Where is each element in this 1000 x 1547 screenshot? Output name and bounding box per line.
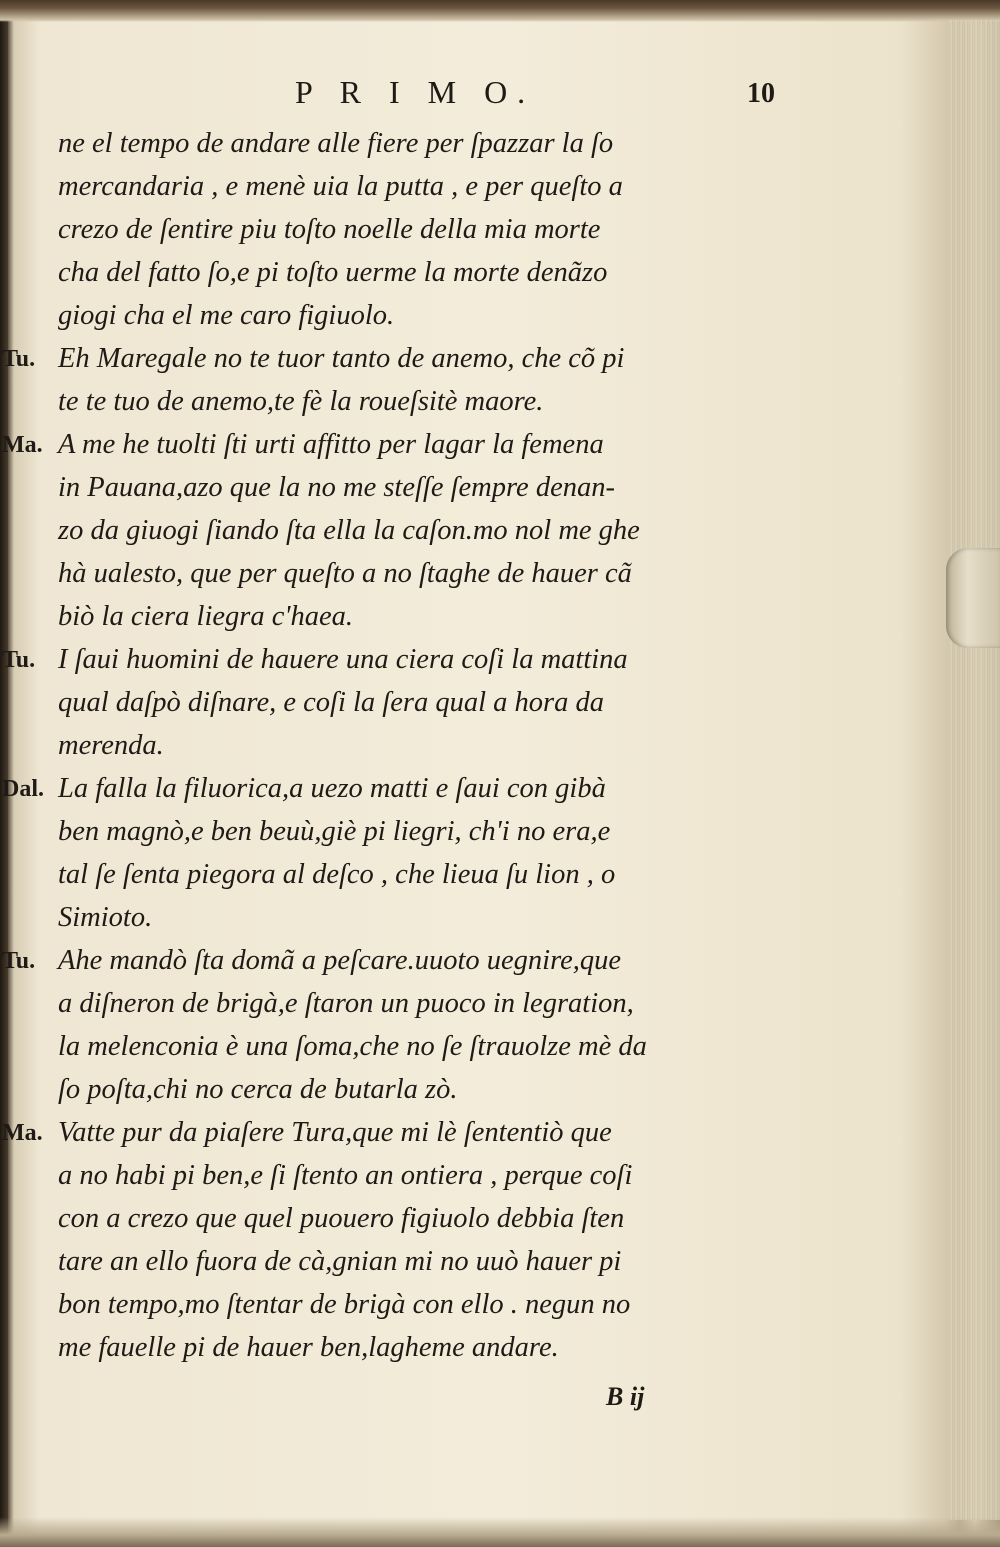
text-line: te te tuo de anemo,te fè la roueſsitè maore. xyxy=(58,386,544,417)
speaker-label: Tu. xyxy=(2,647,36,673)
text-line: Simioto. xyxy=(58,902,153,933)
text-line: mercandaria , e menè uia la putta , e per queſto a xyxy=(58,171,623,202)
text-line: cha del fatto ſo,e pi toſto uerme la morte denãzo xyxy=(58,257,608,288)
text-line: a diſneron de brigà,e ſtaron un puoco in legration, xyxy=(58,988,634,1019)
page-header xyxy=(295,74,775,114)
text-line: giogi cha el me caro figiuolo. xyxy=(58,300,395,331)
text-line: ſo poſta,chi no cerca de butarla zò. xyxy=(58,1074,458,1105)
speaker-label: Dal. xyxy=(2,776,44,802)
text-line: bon tempo,mo ſtentar de brigà con ello . negun no xyxy=(58,1289,631,1320)
text-line: tal ſe ſenta piegora al deſco , che lieua ſu lion , o xyxy=(58,859,616,890)
text-line: A me he tuolti ſti urti affitto per lagar la femena xyxy=(58,429,604,460)
text-line: con a crezo que quel puouero figiuolo debbia ſten xyxy=(58,1203,625,1234)
signature-mark: B ij xyxy=(606,1382,645,1411)
speaker-label: Tu. xyxy=(2,346,36,372)
folio-number: 10 xyxy=(747,78,775,109)
text-line: crezo de ſentire piu toſto noelle della mia morte xyxy=(58,214,601,245)
speaker-label: Ma. xyxy=(2,1120,43,1146)
running-head: P R I M O. xyxy=(295,74,536,110)
speaker-label: Tu. xyxy=(2,948,36,974)
text-line: me fauelle pi de hauer ben,lagheme andare. xyxy=(58,1332,559,1363)
text-line: merenda. xyxy=(58,730,164,761)
text-line: Eh Maregale no te tuor tanto de anemo, che cõ pi xyxy=(58,343,625,374)
text-line: La falla la filuorica,a uezo matti e ſaui con gibà xyxy=(58,773,606,804)
text-line: tare an ello fuora de cà,gnian mi no uuò hauer pi xyxy=(58,1246,622,1277)
text-line: ben magnò,e ben beuù,giè pi liegri, ch'i no era,e xyxy=(58,816,611,847)
text-line: zo da giuogi ſiando ſta ella la caſon.mo nol me ghe xyxy=(58,515,640,546)
text-line: I ſaui huomini de hauere una ciera coſi la mattina xyxy=(58,644,628,675)
text-line: biò la ciera liegra c'haea. xyxy=(58,601,353,632)
text-line: a no habi pi ben,e ſi ſtento an ontiera , perque coſi xyxy=(58,1160,633,1191)
text-line: in Pauana,azo que la no me steſſe ſempre denan- xyxy=(58,472,615,503)
text-line: Vatte pur da piaſere Tura,que mi lè ſententiò que xyxy=(58,1117,612,1148)
text-line: la melenconia è una ſoma,che no ſe ſtrauolze mè da xyxy=(58,1031,647,1062)
text-line: qual daſpò diſnare, e coſi la ſera qual a hora da xyxy=(58,687,604,718)
speaker-label: Ma. xyxy=(2,432,43,458)
text-line: ne el tempo de andare alle fiere per ſpazzar la ſo xyxy=(58,128,614,159)
text-line: Ahe mandò ſta domã a peſcare.uuoto uegnire,que xyxy=(58,945,622,976)
text-line: hà ualesto, que per queſto a no ſtaghe de hauer cã xyxy=(58,558,632,589)
